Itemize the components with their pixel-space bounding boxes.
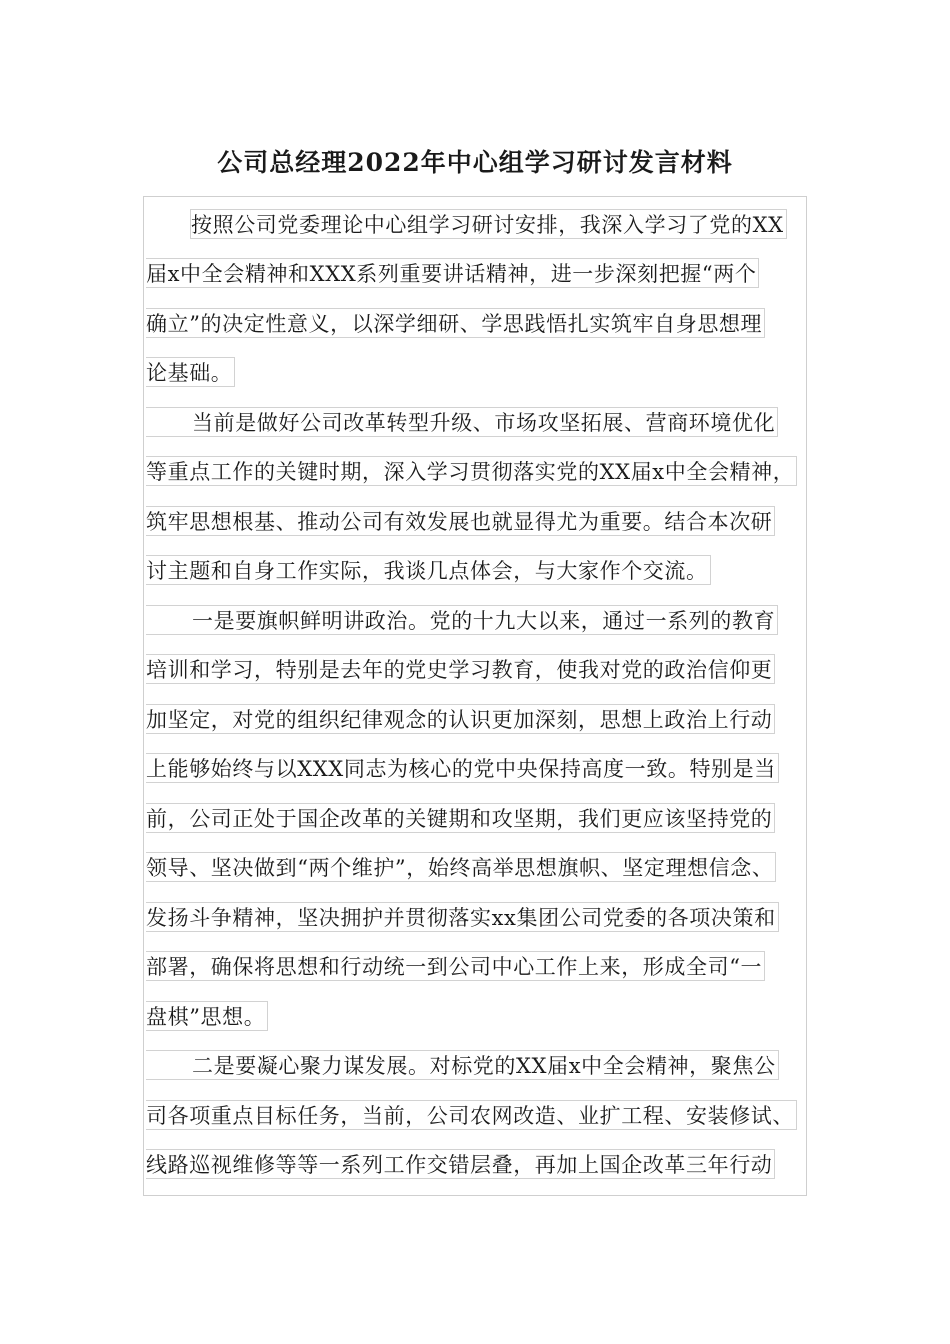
text-line: 确立”的决定性意义，以深学细研、学思践悟扎实筑牢自身思想理	[146, 308, 765, 338]
text-line: 论基础。	[146, 357, 235, 387]
text-line: 等重点工作的关键时期，深入学习贯彻落实党的XX届x中全会精神，	[146, 456, 797, 486]
text-line: 线路巡视维修等等一系列工作交错层叠，再加上国企改革三年行动	[146, 1149, 775, 1179]
text-line: 一是要旗帜鲜明讲政治。党的十九大以来，通过一系列的教育	[146, 605, 778, 635]
text-line: 筑牢思想根基、推动公司有效发展也就显得尤为重要。结合本次研	[146, 506, 775, 536]
text-line: 发扬斗争精神，坚决拥护并贯彻落实xx集团公司党委的各项决策和	[146, 902, 779, 932]
text-line: 当前是做好公司改革转型升级、市场攻坚拓展、营商环境优化	[146, 407, 778, 437]
text-line: 届x中全会精神和XXX系列重要讲话精神，进一步深刻把握“两个	[146, 258, 759, 288]
text-line: 加坚定，对党的组织纪律观念的认识更加深刻，思想上政治上行动	[146, 704, 775, 734]
text-line: 司各项重点目标任务，当前，公司农网改造、业扩工程、安装修试、	[146, 1100, 797, 1130]
text-line: 部署，确保将思想和行动统一到公司中心工作上来，形成全司“一	[146, 951, 765, 981]
text-line: 前，公司正处于国企改革的关键期和攻坚期，我们更应该坚持党的	[146, 803, 775, 833]
body-frame	[143, 196, 807, 1196]
document-title: 公司总经理2022年中心组学习研讨发言材料	[217, 148, 733, 177]
text-line: 领导、坚决做到“两个维护”，始终高举思想旗帜、坚定理想信念、	[146, 852, 776, 882]
text-line: 按照公司党委理论中心组学习研讨安排，我深入学习了党的XX	[190, 209, 787, 239]
text-line: 上能够始终与以XXX同志为核心的党中央保持高度一致。特别是当	[146, 753, 779, 783]
text-line: 讨主题和自身工作实际，我谈几点体会，与大家作个交流。	[146, 555, 711, 585]
text-line: 盘棋”思想。	[146, 1001, 268, 1031]
text-line: 培训和学习，特别是去年的党史学习教育，使我对党的政治信仰更	[146, 654, 775, 684]
text-line: 二是要凝心聚力谋发展。对标党的XX届x中全会精神，聚焦公	[146, 1050, 779, 1080]
